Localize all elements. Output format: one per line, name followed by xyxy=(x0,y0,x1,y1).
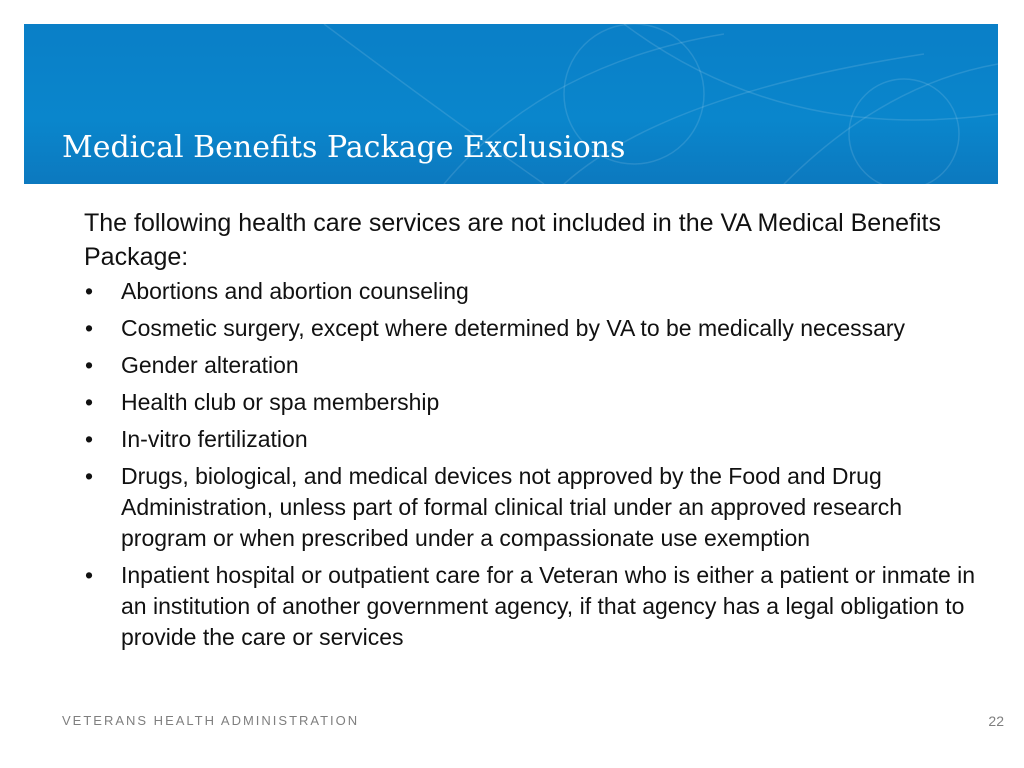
bullet-icon: • xyxy=(85,315,94,341)
bullet-icon: • xyxy=(85,426,94,452)
list-item xyxy=(84,560,984,653)
list-item-text: Cosmetic surgery, except where determined by VA to be medically necessary xyxy=(121,315,906,341)
bullet-icon: • xyxy=(85,352,94,378)
bullet-icon: • xyxy=(85,389,94,415)
list-item xyxy=(84,461,984,554)
slide-title: Medical Benefits Package Exclusions xyxy=(62,130,626,165)
intro-text: The following health care services are not included in the VA Medical Benefits Package: xyxy=(84,209,941,271)
bullet-icon: • xyxy=(85,463,94,489)
footer-organization: VETERANS HEALTH ADMINISTRATION xyxy=(62,713,360,728)
list-item-text: Health club or spa membership xyxy=(121,389,440,415)
title-banner xyxy=(24,24,998,184)
list-item-text: Inpatient hospital or outpatient care for a Veteran who is either a patient or inmate in an institution of another government agency, if that agency has a legal obligation to provide the care or services xyxy=(121,562,976,650)
list-item-text: Gender alteration xyxy=(121,352,299,378)
exclusions-list xyxy=(84,276,984,659)
bullet-icon: • xyxy=(85,562,94,588)
list-item xyxy=(84,276,984,307)
list-item xyxy=(84,313,984,344)
list-item-text: Drugs, biological, and medical devices not approved by the Food and Drug Administration, unless part of formal clinical trial under an approved research program or when prescribed under a compassionate use exemption xyxy=(121,463,903,551)
page-number: 22 xyxy=(988,713,1004,729)
list-item-text: In-vitro fertilization xyxy=(121,426,308,452)
list-item-text: Abortions and abortion counseling xyxy=(121,278,469,304)
list-item xyxy=(84,387,984,418)
list-item xyxy=(84,424,984,455)
bullet-icon: • xyxy=(85,278,94,304)
list-item xyxy=(84,350,984,381)
